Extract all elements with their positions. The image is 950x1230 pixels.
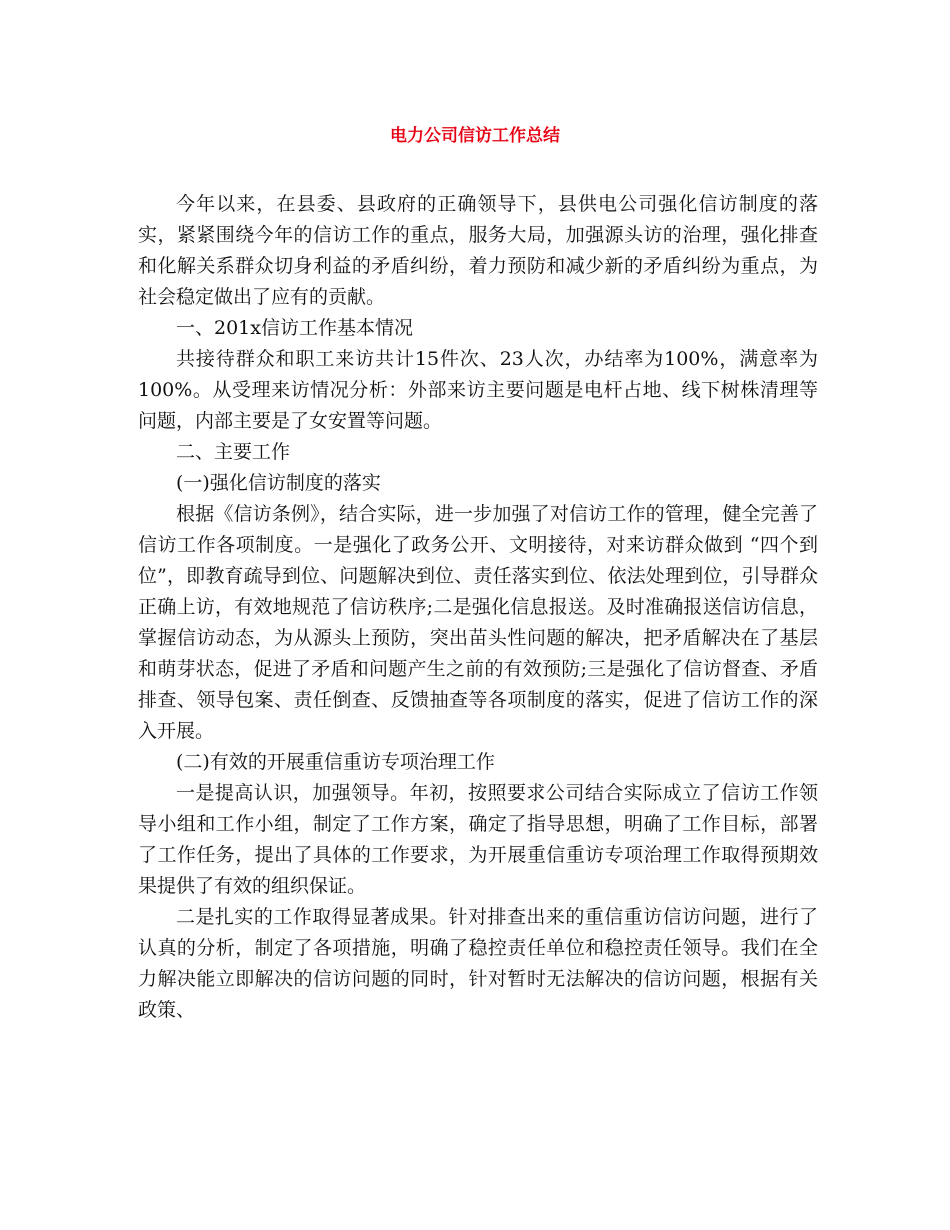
basic-situation-paragraph: 共接待群众和职工来访共计15件次、23人次，办结率为100%，满意率为100%。从受理来访情况分析：外部来访主要问题是电杆占地、线下树株清理等问题，内部主要是了女安置等问题。 — [138, 348, 818, 432]
subsection-heading-system-implementation: (一)强化信访制度的落实 — [176, 472, 381, 494]
section-heading-basic-situation: 一、201x信访工作基本情况 — [176, 317, 413, 339]
subsection-heading-special-governance: (二)有效的开展重信重访专项治理工作 — [176, 751, 495, 773]
special-governance-paragraph-2: 二是扎实的工作取得显著成果。针对排查出来的重信重访信访问题，进行了认真的分析，制定了各项措施，明确了稳控责任单位和稳控责任领导。我们在全力解决能立即解决的信访问题的同时，针对暂时无法解决的信访问题，根据有关政策、 — [138, 906, 818, 1021]
section-heading-main-work: 二、主要工作 — [176, 441, 291, 463]
document-title: 电力公司信访工作总结 — [390, 126, 560, 146]
intro-paragraph: 今年以来，在县委、县政府的正确领导下，县供电公司强化信访制度的落实，紧紧围绕今年的信访工作的重点，服务大局，加强源头访的治理，强化排查和化解关系群众切身利益的矛盾纠纷，着力预防和减少新的矛盾纠纷为重点，为社会稳定做出了应有的贡献。 — [138, 193, 818, 308]
special-governance-paragraph-1: 一是提高认识，加强领导。年初，按照要求公司结合实际成立了信访工作领导小组和工作小组，制定了工作方案，确定了指导思想，明确了工作目标，部署了工作任务，提出了具体的工作要求，为开展重信重访专项治理工作取得预期效果提供了有效的组织保证。 — [138, 782, 818, 897]
system-implementation-paragraph: 根据《信访条例》，结合实际，进一步加强了对信访工作的管理，健全完善了信访工作各项制度。一是强化了政务公开、文明接待，对来访群众做到 “四个到位”，即教育疏导到位、问题解决到位、责任落实到位、依法处理到位，引导群众正确上访，有效地规范了信访秩序;二是强化信息报送。及时准确报送信访信息，掌握信访动态，为从源头上预防，突出苗头性问题的解决，把矛盾解决在了基层和萌芽状态，促进了矛盾和问题产生之前的有效预防;三是强化了信访督查、矛盾排查、领导包案、责任倒查、反馈抽查等各项制度的落实，促进了信访工作的深入开展。 — [138, 503, 818, 742]
document-body — [138, 189, 818, 1026]
